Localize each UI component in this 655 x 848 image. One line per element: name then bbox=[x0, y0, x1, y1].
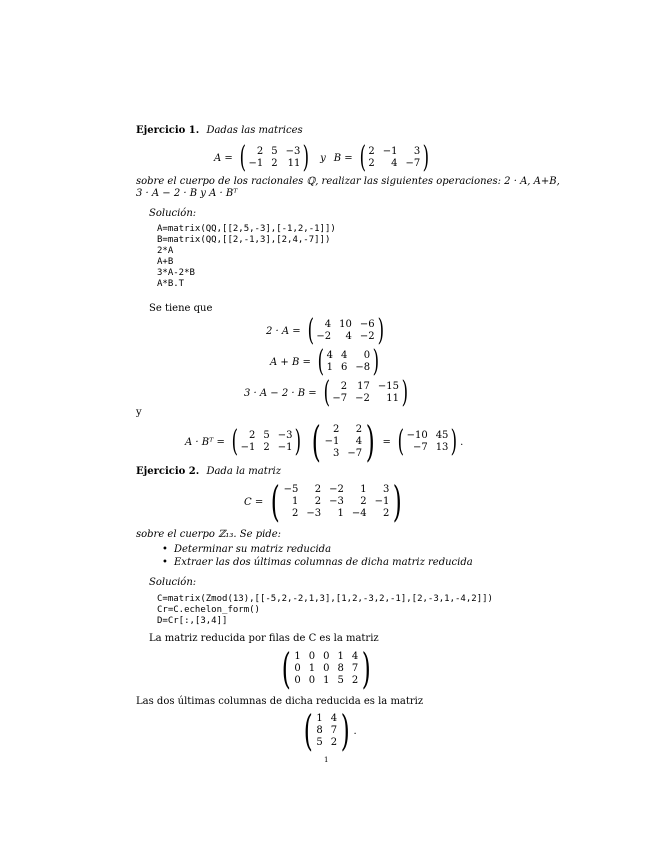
result-a-bt-period: . bbox=[460, 436, 464, 448]
code-line: 3*A-2*B bbox=[157, 268, 195, 278]
right-paren: ) bbox=[303, 140, 310, 175]
matrix-grid bbox=[284, 484, 390, 520]
matrix-cell-r1-c2: −2 bbox=[359, 331, 375, 342]
matrix-cell-r1-c2: 11 bbox=[386, 393, 399, 404]
bullet-icon: • bbox=[162, 557, 168, 568]
ultimas-text: Las dos últimas columnas de dicha reducida es la matriz bbox=[136, 696, 424, 707]
matrix-cell-r1-c1: 1 bbox=[308, 663, 316, 674]
matrix-cell-r0-c4: 4 bbox=[351, 651, 359, 662]
left-paren: ( bbox=[323, 375, 330, 410]
matrix-grid bbox=[327, 350, 371, 374]
matrix-cell-r0-c0: 2 bbox=[248, 430, 256, 441]
bullet-icon: • bbox=[162, 544, 168, 555]
left-paren: ( bbox=[307, 313, 314, 348]
result-a-bt-matrix-result bbox=[395, 424, 460, 459]
exercise-1-intro: Dadas las matrices bbox=[206, 125, 303, 136]
solution-1-label: Solución: bbox=[149, 208, 197, 219]
matrix-cell-r0-c2: 0 bbox=[323, 651, 330, 662]
matrix-cell-r1-c0: 1 bbox=[291, 496, 299, 507]
code-block-2 bbox=[157, 594, 493, 627]
matrix-cell-r0-c0: 1 bbox=[316, 713, 323, 724]
matrix-cell-r1-c2: −8 bbox=[355, 362, 371, 373]
matrix-cell-r0-c0: 2 bbox=[332, 424, 340, 435]
code-line: D=Cr[:,[3,4]] bbox=[157, 616, 228, 626]
exercise-2-title: Ejercicio 2. bbox=[136, 466, 200, 477]
exercise-1-statement-line2: 3 · A − 2 · B y A · Bᵀ bbox=[136, 188, 238, 199]
matrix-grid bbox=[368, 146, 420, 170]
exercise-2-statement: sobre el cuerpo ℤ₁₃. Se pide: bbox=[136, 529, 281, 540]
matrix-cell-r1-c1: −2 bbox=[355, 393, 370, 404]
right-paren: ) bbox=[295, 424, 302, 459]
reducida-text: La matriz reducida por filas de C es la matriz bbox=[149, 633, 379, 644]
matrix-cell-r1-c0: −2 bbox=[316, 331, 332, 342]
matrix-cell-r1-c3: 2 bbox=[360, 496, 367, 507]
matrix-cell-r2-c1: −3 bbox=[306, 508, 322, 519]
matrix-cell-r1-c1: 4 bbox=[391, 158, 398, 169]
matrix-c-display bbox=[244, 477, 406, 526]
matrix-cell-r0-c0: 2 bbox=[340, 381, 348, 392]
right-paren: ) bbox=[451, 424, 458, 459]
matrix-cell-r0-c0: 2 bbox=[368, 146, 375, 157]
exercise-2-intro: Dada la matriz bbox=[206, 466, 282, 477]
matrix-grid bbox=[325, 424, 363, 460]
result-a-bt bbox=[185, 417, 464, 466]
matrix-cell-r1-c2: −7 bbox=[405, 158, 421, 169]
result-a-bt-matrix-a bbox=[229, 424, 304, 459]
matrix-grid bbox=[294, 651, 358, 687]
bullet-item-1: Determinar su matriz reducida bbox=[174, 544, 332, 555]
result-2a-label: 2 · A = bbox=[266, 325, 301, 337]
matrix-cell-r1-c2: −1 bbox=[277, 442, 293, 453]
code-line: Cr=C.echelon_form() bbox=[157, 605, 260, 615]
matrix-cell-r0-c2: −2 bbox=[329, 484, 344, 495]
result-2a bbox=[266, 313, 386, 348]
code-line: 2*A bbox=[157, 246, 174, 256]
matrix-cell-r2-c0: 2 bbox=[291, 508, 299, 519]
matrix-cell-r0-c3: 1 bbox=[337, 651, 344, 662]
matrix-cell-r0-c0: 4 bbox=[326, 350, 333, 361]
matrix-cell-r0-c4: 3 bbox=[382, 484, 390, 495]
code-line: A=matrix(QQ,[[2,5,-3],[-1,2,-1]]) bbox=[157, 224, 336, 234]
matrix-cell-r1-c1: 2 bbox=[263, 442, 270, 453]
matrix-grid bbox=[332, 381, 399, 405]
matrix-cell-r0-c1: 4 bbox=[330, 713, 338, 724]
matrix-cell-r0-c1: 10 bbox=[339, 319, 352, 330]
matrix-cell-r2-c3: −4 bbox=[351, 508, 367, 519]
matrix-cell-r2-c2: 1 bbox=[323, 675, 330, 686]
matrix-cell-r0-c0: −10 bbox=[406, 430, 428, 441]
right-paren: ) bbox=[361, 644, 371, 693]
y-word: y bbox=[320, 152, 326, 164]
result-a-plus-b-label: A + B = bbox=[270, 356, 311, 368]
code-line: C=matrix(Zmod(13),[[-5,2,-2,1,3],[1,2,-3,2,-1],[2,-3,1,-4,2]]) bbox=[157, 594, 493, 604]
exercise-1-title: Ejercicio 1. bbox=[136, 125, 200, 136]
matrix-c-label: C = bbox=[244, 496, 264, 508]
right-paren: ) bbox=[401, 375, 409, 410]
matrix-cell-r0-c1: 0 bbox=[308, 651, 316, 662]
result-3a-2b-label: 3 · A − 2 · B = bbox=[244, 387, 317, 399]
matrices-a-b-display bbox=[214, 140, 432, 175]
matrix-cell-r2-c4: 2 bbox=[351, 675, 359, 686]
matrix-grid bbox=[241, 430, 293, 454]
right-paren: ) bbox=[393, 477, 403, 526]
bullet-item-2: Extraer las dos últimas columnas de dicha matriz reducida bbox=[174, 557, 473, 568]
matrix-cell-r1-c0: 1 bbox=[326, 362, 333, 373]
matrix-grid bbox=[407, 430, 449, 454]
result-2a-matrix bbox=[305, 313, 387, 348]
left-paren: ( bbox=[311, 417, 321, 466]
matrix-cell-r2-c4: 2 bbox=[382, 508, 390, 519]
matrix-cell-r1-c2: −3 bbox=[329, 496, 344, 507]
right-paren: ) bbox=[372, 344, 380, 379]
matrix-cell-r0-c2: −3 bbox=[277, 430, 293, 441]
matrix-cell-r0-c3: 1 bbox=[360, 484, 367, 495]
matrix-cell-r0-c1: 5 bbox=[263, 430, 270, 441]
matrix-cell-r0-c0: −5 bbox=[283, 484, 299, 495]
right-paren: ) bbox=[365, 417, 375, 466]
matrix-cell-r1-c4: 7 bbox=[351, 663, 359, 674]
matrix-cell-r0-c1: −1 bbox=[382, 146, 398, 157]
left-paren: ( bbox=[239, 140, 246, 175]
matrix-cell-r2-c2: 1 bbox=[337, 508, 344, 519]
matrix-c bbox=[267, 477, 406, 526]
left-paren: ( bbox=[303, 706, 313, 755]
matrix-cell-r1-c1: 2 bbox=[271, 158, 278, 169]
matrix-reduced bbox=[278, 644, 375, 693]
result-a-plus-b bbox=[270, 344, 382, 379]
left-paren: ( bbox=[317, 344, 324, 379]
left-paren: ( bbox=[281, 644, 291, 693]
matrix-d bbox=[300, 706, 354, 755]
matrix-reduced-display bbox=[278, 644, 375, 693]
matrix-a bbox=[237, 140, 312, 175]
matrix-cell-r0-c1: 4 bbox=[340, 350, 348, 361]
matrix-grid bbox=[249, 146, 301, 170]
matrix-grid bbox=[316, 319, 374, 343]
matrix-cell-r1-c1: 4 bbox=[345, 331, 352, 342]
y-connector: y bbox=[136, 407, 142, 418]
matrix-cell-r0-c0: 2 bbox=[256, 146, 264, 157]
right-paren: ) bbox=[377, 313, 384, 348]
exercise-1-statement-line1: sobre el cuerpo de los racionales ℚ, realizar las siguientes operaciones: 2 · A, A+B, bbox=[136, 176, 560, 187]
left-paren: ( bbox=[397, 424, 404, 459]
code-line: B=matrix(QQ,[[2,-1,3],[2,4,-7]]) bbox=[157, 235, 331, 245]
matrix-cell-r1-c0: −7 bbox=[332, 393, 348, 404]
matrix-cell-r0-c0: 4 bbox=[324, 319, 332, 330]
matrix-cell-r0-c1: 5 bbox=[271, 146, 278, 157]
left-paren: ( bbox=[270, 477, 280, 526]
matrix-cell-r1-c0: −1 bbox=[240, 442, 256, 453]
matrix-cell-r2-c1: −7 bbox=[347, 448, 363, 459]
matrix-cell-r1-c0: 2 bbox=[368, 158, 375, 169]
left-paren: ( bbox=[231, 424, 238, 459]
matrix-cell-r0-c1: 17 bbox=[357, 381, 370, 392]
code-line: A*B.T bbox=[157, 279, 185, 289]
matrix-cell-r1-c0: −7 bbox=[412, 442, 428, 453]
matrix-b bbox=[357, 140, 432, 175]
matrix-cell-r0-c2: −6 bbox=[359, 319, 375, 330]
result-3a-2b bbox=[244, 375, 411, 410]
matrix-cell-r1-c2: 11 bbox=[287, 158, 301, 169]
matrix-d-display bbox=[300, 706, 357, 755]
matrix-cell-r1-c1: 13 bbox=[435, 442, 449, 453]
matrix-cell-r1-c1: 2 bbox=[314, 496, 322, 507]
matrix-cell-r2-c1: 2 bbox=[330, 737, 338, 748]
page-number: 1 bbox=[324, 756, 329, 764]
result-a-bt-matrix-bt bbox=[308, 417, 378, 466]
right-paren: ) bbox=[422, 140, 430, 175]
solution-2-label: Solución: bbox=[149, 577, 197, 588]
result-a-plus-b-matrix bbox=[315, 344, 382, 379]
matrix-cell-r1-c2: 0 bbox=[323, 663, 330, 674]
se-tiene-que: Se tiene que bbox=[149, 303, 213, 314]
matrix-cell-r1-c3: 8 bbox=[337, 663, 344, 674]
result-a-bt-equals: = bbox=[382, 436, 391, 448]
matrix-cell-r2-c0: 0 bbox=[294, 675, 301, 686]
matrix-grid bbox=[316, 713, 337, 749]
matrix-cell-r0-c2: 3 bbox=[413, 146, 421, 157]
matrix-cell-r0-c2: −3 bbox=[285, 146, 301, 157]
matrix-cell-r0-c2: 0 bbox=[363, 350, 371, 361]
code-block-1 bbox=[157, 224, 336, 290]
matrix-cell-r1-c0: 0 bbox=[294, 663, 301, 674]
matrix-cell-r2-c0: 3 bbox=[332, 448, 340, 459]
matrix-cell-r0-c1: 2 bbox=[314, 484, 322, 495]
matrix-b-label: B = bbox=[333, 152, 353, 164]
matrix-cell-r2-c3: 5 bbox=[337, 675, 344, 686]
matrix-cell-r0-c0: 1 bbox=[294, 651, 301, 662]
matrix-d-period: . bbox=[353, 725, 357, 737]
matrix-cell-r2-c1: 0 bbox=[308, 675, 316, 686]
matrix-cell-r0-c2: −15 bbox=[377, 381, 399, 392]
matrix-cell-r1-c0: 8 bbox=[316, 725, 323, 736]
matrix-a-label: A = bbox=[214, 152, 233, 164]
matrix-cell-r0-c1: 2 bbox=[355, 424, 363, 435]
matrix-cell-r1-c1: 4 bbox=[355, 436, 363, 447]
exercise-2-heading bbox=[136, 466, 281, 478]
matrix-cell-r1-c0: −1 bbox=[324, 436, 340, 447]
matrix-cell-r0-c1: 45 bbox=[435, 430, 449, 441]
result-a-bt-label: A · Bᵀ = bbox=[185, 436, 225, 448]
left-paren: ( bbox=[359, 140, 366, 175]
matrix-cell-r2-c0: 5 bbox=[316, 737, 323, 748]
matrix-cell-r1-c1: 6 bbox=[340, 362, 348, 373]
result-3a-2b-matrix bbox=[321, 375, 411, 410]
code-line: A+B bbox=[157, 257, 174, 267]
matrix-cell-r1-c4: −1 bbox=[374, 496, 390, 507]
exercise-1-heading bbox=[136, 125, 303, 137]
matrix-cell-r1-c0: −1 bbox=[248, 158, 264, 169]
matrix-cell-r1-c1: 7 bbox=[330, 725, 338, 736]
right-paren: ) bbox=[340, 706, 350, 755]
